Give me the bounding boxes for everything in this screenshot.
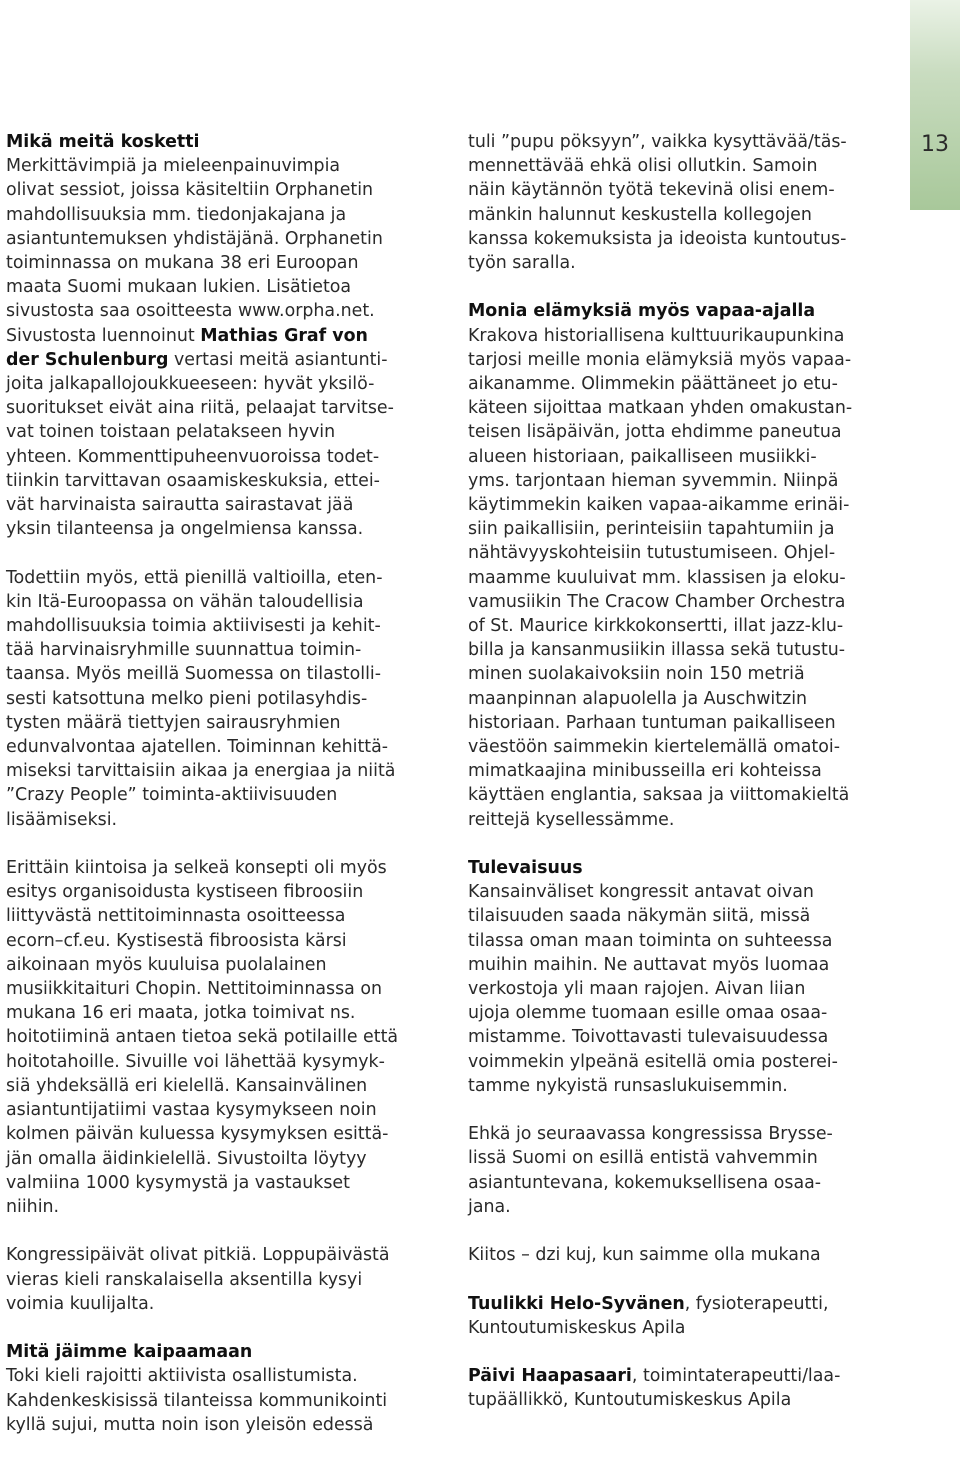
left-column bbox=[6, 130, 421, 1437]
paragraph-small-states: Todettiin myös, että pienillä valtioilla, eten- kin Itä-Euroopassa on vähän taloudellisia mahdollisuuksia toimia aktiivisesti ja kehit- tää harvinaisryhmille suunnattua toimin- taansa. Myös meillä Suomessa on tilastolli- sesti katsottuna melko pieni potilasyhdis- tysten määrä tiettyjen sairausryhmien edunvalvontaa ajatellen. Toiminnan kehittä- miseksi tarvittaisiin aikaa ja energiaa ja niitä ”Crazy People” toiminta-aktiivisuuden lisäämiseksi. bbox=[6, 567, 396, 830]
paragraph-thanks: Kiitos – dzi kuj, kun saimme olla mukana bbox=[468, 1245, 821, 1266]
right-column bbox=[468, 130, 888, 1413]
paragraph-language: Toki kieli rajoitti aktiivista osallistumista. Kahdenkeskisissä tilanteissa kommunikointi kyllä sujui, mutta noin ison yleisön edessä bbox=[6, 1366, 388, 1435]
paragraph-orphanet: Merkittävimpiä ja mieleenpainuvimpia olivat sessiot, joissa käsiteltiin Orphanetin mahdollisuuksia mm. tiedonjakajana ja asiantuntemuksen yhdistäjänä. Orphanetin toiminnassa on mukana 38 eri Euroopan maata Suomi mukaan lukien. Lisätietoa sivustosta saa osoitteesta www.orpha.net. Sivustosta luennoinut Mathias Graf von der Schulenburg vertasi meitä asiantunti- joita jalkapallojoukkueeseen: hyvät yksilö- suoritukset eivät aina riitä, pelaajat tarvitse- vat toinen toistaan pelatakseen hyvin yhteen. Kommenttipuheenvuoroissa todet- tiinkin tarvittavan osaamiskeskuksia, ettei- vät harvinaista sairautta sairastavat jää yksin tilanteensa ja ongelmiensa kanssa. bbox=[6, 156, 394, 540]
heading-vapaa-aika: Monia elämyksiä myös vapaa-ajalla bbox=[468, 301, 816, 322]
signature-1: Tuulikki Helo-Syvänen, fysioterapeutti, Kuntoutumiskeskus Apila bbox=[468, 1293, 829, 1338]
page-number: 13 bbox=[921, 132, 949, 157]
paragraph-continuation: tuli ”pupu pöksyyn”, vaikka kysyttävää/täs- mennettävää ehkä olisi ollutkin. Samoin näin käytännön työtä tekevinä olisi enem- mänkin halunnut keskustella kollegojen kanssa kokemuksista ja ideoista kuntoutus- työn saralla. bbox=[468, 132, 847, 274]
paragraph-future: Kansainväliset kongressit antavat oivan tilaisuuden saada näkymän siitä, missä tilassa oman maan toiminta on suhteessa muihin maihin. Ne auttavat myös luomaa verkostoja yli maan rajojen. Aivan liian ujoja olemme tuomaan esille omaa osaa- mistamme. Toivottavasti tulevaisuudessa voimmekin ylpeänä esitellä omia posterei- tamme nykyistä runsaslukuisemmin. bbox=[468, 882, 838, 1096]
signature-2: Päivi Haapasaari, toimintaterapeutti/laa- tupäällikkö, Kuntoutumiskeskus Apila bbox=[468, 1366, 841, 1411]
heading-tulevaisuus: Tulevaisuus bbox=[468, 858, 583, 879]
page-tab-decoration bbox=[910, 0, 960, 210]
paragraph-krakova: Krakova historiallisena kulttuurikaupunkina tarjosi meille monia elämyksiä myös vapaa- aikanamme. Olimmekin päättäneet jo etu- käteen sijoittaa matkaan yhden omakustan- teisen lisäpäivän, jotta ehdimme paneutua alueen historiaan, paikalliseen musiikki- yms. tarjontaan hieman syvemmin. Niinpä käytimmekin kaiken vapaa-aikamme erinäi- siin paikallisiin, perinteisiin tapahtumiin ja nähtävyyskohteisiin tutustumiseen. Ohjel- maamme kuuluivat mm. klassisen ja eloku- vamusiikin The Cracow Chamber Orchestra of St. Maurice kirkkokonsertti, illat jazz-klu- billa ja kansanmusiikin illassa sekä tutustu- minen suolakaivoksiin noin 150 metriä maanpinnan alapuolella ja Auschwitzin historiaan. Parhaan tuntuman paikalliseen väestöön saimmekin kiertelemällä omatoi- mimatkaajina minibusseilla eri kohteissa käyttäen englantia, saksaa ja viittomakieltä reittejä kysellessämme. bbox=[468, 325, 853, 830]
signature-1-name: Tuulikki Helo-Syvänen bbox=[468, 1293, 685, 1314]
paragraph-brussels: Ehkä jo seuraavassa kongressissa Brysse- lissä Suomi on esillä entistä vahvemmin asiantuntevana, kokemuksellisena osaa- jana. bbox=[468, 1124, 833, 1217]
paragraph-congress-days: Kongressipäivät olivat pitkiä. Loppupäivästä vieras kieli ranskalaisella aksentilla kysyi voimia kuulijalta. bbox=[6, 1245, 390, 1314]
paragraph-ecorn: Erittäin kiintoisa ja selkeä konsepti oli myös esitys organisoidusta kystiseen fibroosiin liittyvästä nettitoiminnasta osoitteessa ecorn–cf.eu. Kystisestä fibroosista kärsi aikoinaan myös kuuluisa puolalainen musiikkitaituri Chopin. Nettitoiminnassa on mukana 16 eri maata, jotka toimivat ns. hoitotiiminä antaen tietoa sekä potilaille että hoitotahoille. Sivuille voi lähettää kysymyk- siä yhdeksällä eri kielellä. Kansainvälinen asiantuntijatiimi vastaa kysymykseen noin kolmen päivän kuluessa kysymyksen esittä- jän omalla äidinkielellä. Sivustoilta löytyy valmiina 1000 kysymystä ja vastaukset niihin. bbox=[6, 858, 399, 1217]
speaker-name: Mathias Graf von der Schulenburg bbox=[6, 325, 368, 370]
signature-2-name: Päivi Haapasaari bbox=[468, 1366, 632, 1387]
heading-mika-meita-kosketti: Mikä meitä kosketti bbox=[6, 132, 200, 152]
heading-mita-jaimme-kaipaamaan: Mitä jäimme kaipaamaan bbox=[6, 1342, 253, 1363]
